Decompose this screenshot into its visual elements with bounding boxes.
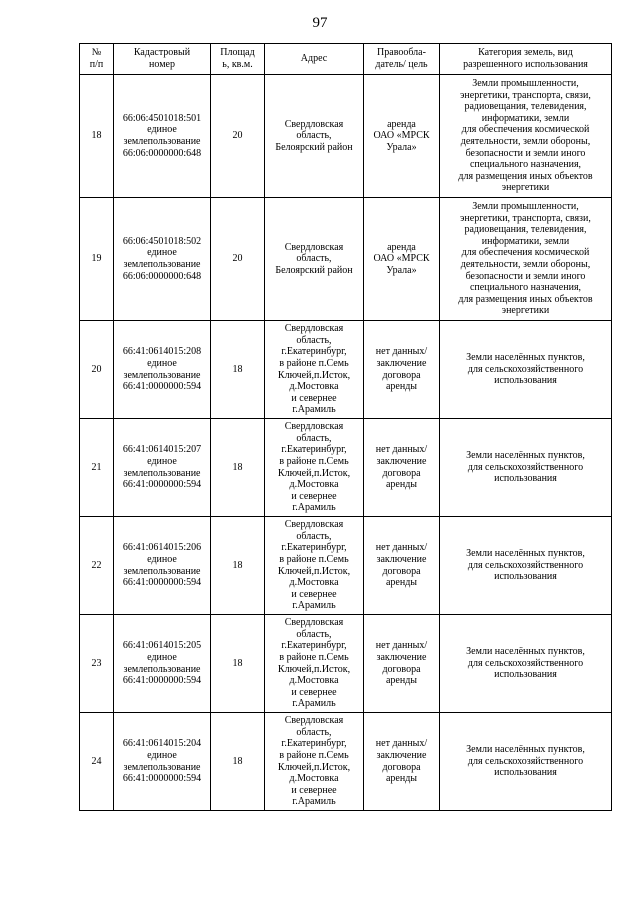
address: Свердловская область, г.Екатеринбург, в районе п.Семь Ключей,п.Исток, д.Мостовка и севернее г.Арамиль <box>265 419 364 517</box>
address: Свердловская область, г.Екатеринбург, в районе п.Семь Ключей,п.Исток, д.Мостовка и севернее г.Арамиль <box>265 321 364 419</box>
address: Свердловская область, Белоярский район <box>265 198 364 321</box>
table-row <box>80 713 612 811</box>
land-category: Земли населённых пунктов, для сельскохозяйственного использования <box>440 517 612 615</box>
owner-purpose: нет данных/ заключение договора аренды <box>364 713 440 811</box>
area-value: 18 <box>211 321 265 419</box>
owner-purpose: нет данных/ заключение договора аренды <box>364 321 440 419</box>
header-area: Площад ь, кв.м. <box>211 44 265 75</box>
owner-purpose: нет данных/ заключение договора аренды <box>364 419 440 517</box>
area-value: 18 <box>211 713 265 811</box>
table-row <box>80 198 612 321</box>
cadastral-number: 66:41:0614015:204 единое землепользование 66:41:0000000:594 <box>114 713 211 811</box>
area-value: 20 <box>211 198 265 321</box>
header-address: Адрес <box>265 44 364 75</box>
cadastral-number: 66:41:0614015:206 единое землепользование 66:41:0000000:594 <box>114 517 211 615</box>
header-category: Категория земель, вид разрешенного использования <box>440 44 612 75</box>
owner-purpose: аренда ОАО «МРСК Урала» <box>364 198 440 321</box>
land-category: Земли населённых пунктов, для сельскохозяйственного использования <box>440 713 612 811</box>
owner-purpose: нет данных/ заключение договора аренды <box>364 615 440 713</box>
land-category: Земли населённых пунктов, для сельскохозяйственного использования <box>440 419 612 517</box>
owner-purpose: нет данных/ заключение договора аренды <box>364 517 440 615</box>
header-owner: Правообла- датель/ цель <box>364 44 440 75</box>
cadastral-number: 66:41:0614015:208 единое землепользование 66:41:0000000:594 <box>114 321 211 419</box>
address: Свердловская область, Белоярский район <box>265 75 364 198</box>
row-number: 23 <box>80 615 114 713</box>
cadastral-number: 66:06:4501018:502 единое землепользование 66:06:0000000:648 <box>114 198 211 321</box>
header-number: № п/п <box>80 44 114 75</box>
row-number: 22 <box>80 517 114 615</box>
table-row <box>80 419 612 517</box>
land-category: Земли промышленности, энергетики, транспорта, связи, радиовещания, телевидения, информатики, земли для обеспечения космической деятельности, земли обороны, безопасности и земли иного специального назначения, для размещения иных объектов энергетики <box>440 75 612 198</box>
owner-purpose: аренда ОАО «МРСК Урала» <box>364 75 440 198</box>
cadastral-number: 66:06:4501018:501 единое землепользование 66:06:0000000:648 <box>114 75 211 198</box>
land-category: Земли населённых пунктов, для сельскохозяйственного использования <box>440 615 612 713</box>
area-value: 20 <box>211 75 265 198</box>
table-header-row <box>80 44 612 75</box>
table-row <box>80 75 612 198</box>
land-category: Земли населённых пунктов, для сельскохозяйственного использования <box>440 321 612 419</box>
table-row <box>80 321 612 419</box>
row-number: 20 <box>80 321 114 419</box>
land-category: Земли промышленности, энергетики, транспорта, связи, радиовещания, телевидения, информатики, земли для обеспечения космической деятельности, земли обороны, безопасности и земли иного специального назначения, для размещения иных объектов энергетики <box>440 198 612 321</box>
cadastral-number: 66:41:0614015:205 единое землепользование 66:41:0000000:594 <box>114 615 211 713</box>
row-number: 24 <box>80 713 114 811</box>
area-value: 18 <box>211 419 265 517</box>
row-number: 18 <box>80 75 114 198</box>
header-cadastral: Кадастровый номер <box>114 44 211 75</box>
table-row <box>80 517 612 615</box>
row-number: 19 <box>80 198 114 321</box>
area-value: 18 <box>211 615 265 713</box>
land-plots-table <box>79 43 612 811</box>
row-number: 21 <box>80 419 114 517</box>
address: Свердловская область, г.Екатеринбург, в районе п.Семь Ключей,п.Исток, д.Мостовка и севернее г.Арамиль <box>265 615 364 713</box>
address: Свердловская область, г.Екатеринбург, в районе п.Семь Ключей,п.Исток, д.Мостовка и севернее г.Арамиль <box>265 713 364 811</box>
area-value: 18 <box>211 517 265 615</box>
page-number: 97 <box>312 15 328 31</box>
address: Свердловская область, г.Екатеринбург, в районе п.Семь Ключей,п.Исток, д.Мостовка и севернее г.Арамиль <box>265 517 364 615</box>
cadastral-number: 66:41:0614015:207 единое землепользование 66:41:0000000:594 <box>114 419 211 517</box>
table-row <box>80 615 612 713</box>
